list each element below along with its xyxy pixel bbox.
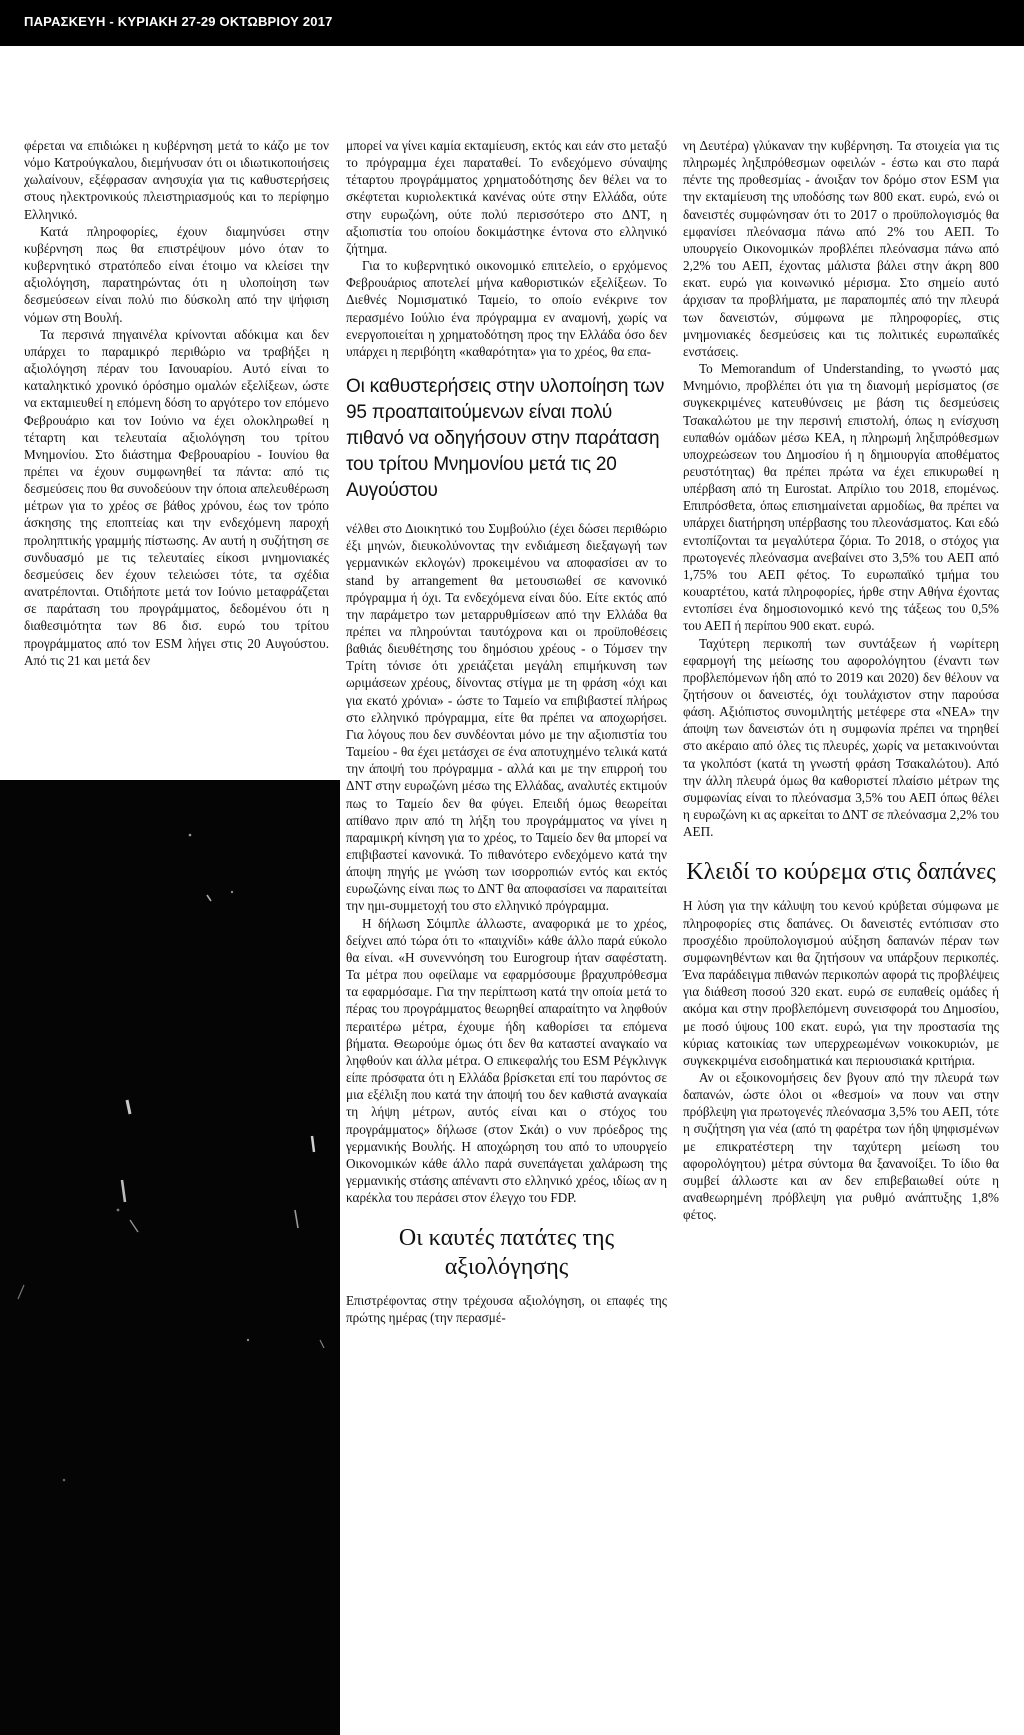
subheading-spending-cuts: Κλειδί το κούρεμα στις δαπάνες: [686, 859, 996, 886]
pull-quote: Οι καθυστερήσεις στην υλοποίηση των 95 προαπαιτούμενων είναι πολύ πιθανό να οδηγήσουν στην παράταση του τρίτου Μνημονίου μετά τις 20 Αυγούστου: [346, 376, 665, 502]
middle-end-paragraph-1: Επιστρέφοντας στην τρέχουσα αξιολόγηση, οι επαφές της πρώτης ημέρας (την περασμέ-: [346, 1293, 667, 1326]
middle-bottom-paragraph-2: Η δήλωση Σόιμπλε άλλωστε, αναφορικά με το χρέος, δείχνει από τώρα ότι το «παιχνίδι» κάθε άλλο παρά εύκολο θα είναι. «Η συνεννόηση του Eurogroup ήταν σαφέστατη. Τα μέτρα που οφείλαμε να εφαρμόσουμε βραχυπρόθεσμα τα εφαρμόσαμε. Για την περίπτωση κατά την οποία μετά το πέρας του προγράμματος θεωρηθεί απαραίτητο να ληφθούν περαιτέρω μέτρα, έχουμε ήδη καθορίσει τα επόμενα βήματα. Θεωρούμε όμως ότι δεν θα καταστεί αναγκαίο να ληφθούν και άλλα μέτρα. Ο επικεφαλής του ESM Ρέγκλινγκ είπε πρόσφατα ότι η Ελλάδα βρίσκεται επί του παρόντος σε μια εξέλιξη που κατά την άποψή του δεν καθιστά αναγκαία τη λήψη μέτρων, αυτός είναι και ο στόχος του προγράμματος» δήλωσε (στον Σκάι) ο νυν πρόεδρος της γερμανικής Βουλής. Η αποχώρηση του από το υπουργείο Οικονομικών κάθε άλλο παρά συνεπάγεται χαλάρωση της γερμανικής στάσης απέναντι στο ελληνικό χρέος, ιδίως αν η καρέκλα του περάσει στον έλεγχο του FDP.: [346, 915, 667, 1206]
middle-column-bottom: [346, 520, 667, 1206]
right-bottom-paragraph-1: Η λύση για την κάλυψη του κενού κρύβεται σύμφωνα με πληροφορίες στις δαπάνες. Οι δανειστές εντόπισαν στο προσχέδιο προϋπολογισμού αύξηση δαπανών πέραν των συμφωνηθέντων και θα ζητήσουν να υπάρξουν περικοπές. Ένα παράδειγμα πιθανών περικοπών αφορά τις προβλέψεις για διάθεση ποσού 320 εκατ. ευρώ σε ευπαθείς ομάδες ή ακόμα και στην προβλεπόμενη συνεισφορά του Δημοσίου, με ποσό ύψους 100 εκατ. ευρώ, για την προστασία της κύριας κατοικίας των υπερχρεωμένων νοικοκυριών, με συγκεκριμένα εισοδηματικά και περιουσιακά κριτήρια.: [683, 898, 999, 1068]
middle-top-paragraph-2: Για το κυβερνητικό οικονομικό επιτελείο, ο ερχόμενος Φεβρουάριος αποτελεί μήνα καθοριστικών εξελίξεων. Το Διεθνές Νομισματικό Ταμείο, το οποίο ενέκρινε τον περασμένο Ιούλιο ένα πρόγραμμα εν αναμονή, χωρίς να ενεργοποιείται η χρηματοδότηση προς την Ελλάδα όσο δεν υπάρχει η περιβόητη «καθαρότητα» για το χρέος, θα επα-: [346, 258, 667, 359]
right-column-bottom: [683, 897, 999, 1223]
middle-column-top: [346, 137, 667, 360]
middle-column-end: [346, 1292, 667, 1326]
subheading-hot-potatoes: Οι καυτές πατάτες της αξιολόγησης: [398, 1225, 615, 1281]
left-column-paragraph-2: Κατά πληροφορίες, έχουν διαμηνύσει στην κυβέρνηση πως θα επιστρέψουν μόνο όταν το κυβερνητικό στρατόπεδο είναι έτοιμο να κλείσει την αξιολόγηση, παρατηρώντας ότι η υλοποίηση των δεσμεύσεων είναι πολύ πιο δύσκολη από την ψήφιση νόμων στη Βουλή.: [24, 223, 329, 325]
dateline-bar: [0, 0, 1024, 46]
dark-photo: [0, 780, 340, 1735]
right-bottom-paragraph-2: Αν οι εξοικονομήσεις δεν βγουν από την πλευρά των δαπανών, ώστε όλοι οι «θεσμοί» να πουν ναι στην πρόβλεψη για πρωτογενές πλεόνασμα 3,5% του ΑΕΠ, τότε η συζήτηση για νέα (από τη φαρέτρα των ήδη ψηφισμένων με επικρατέστερη την ταχύτερη μείωση του αφορολόγητου) μέτρα σύντομα θα ξανανοίξει. Το ίδιο θα συμβεί άλλωστε και αν δεν επιβεβαιωθεί ούτε η αναθεωρημένη πρόβλεψη για ρυθμό ανάπτυξης 1,8% φέτος.: [683, 1069, 999, 1223]
left-column-paragraph-1: φέρεται να επιδιώκει η κυβέρνηση μετά το κάζο με τον νόμο Κατρούγκαλου, διεμήνυσαν ότι οι ιδιωτικοποιήσεις χωλαίνουν, εξέφρασαν ανησυχία για τις καθυστερήσεις στους ηλεκτρονικούς πλειστηριασμούς και το περίφημο Ελληνικό.: [24, 138, 329, 222]
middle-top-paragraph-1: μπορεί να γίνει καμία εκταμίευση, εκτός και εάν στο μεταξύ το πρόγραμμα έχει παραταθεί. Το ενδεχόμενο σύναψης τέταρτου προγράμματος χρηματοδότησης δεν θέλει να το σκέφτεται κυριολεκτικά κανένας ούτε στην Ελλάδα, ούτε στην ευρωζώνη, ούτε πολύ περισσότερο στο ΔΝΤ, η αξιοπιστία του οποίου δοκιμάστηκε έντονα στο ελληνικό ζήτημα.: [346, 138, 667, 256]
article-column-left: [24, 137, 329, 669]
right-column-top: [683, 137, 999, 840]
dateline: ΠΑΡΑΣΚΕΥΗ - ΚΥΡΙΑΚΗ 27-29 ΟΚΤΩΒΡΙΟΥ 2017: [24, 14, 333, 29]
right-top-paragraph-1: νη Δευτέρα) γλύκαναν την κυβέρνηση. Τα στοιχεία για τις πληρωμές ληξιπρόθεσμων οφειλών - έστω και στο παρά πέντε της προθεσμίας - άνοιξαν τον δρόμο στον ESM για την εκταμίευση της υποδόσης των 800 εκατ. ευρώ, ενώ οι δανειστές συμφώνησαν ότι το 2017 ο προϋπολογισμός θα εμφανίσει πλεόνασμα πάνω από 2% του ΑΕΠ. Το υπουργείο Οικονομικών προβλέπει πλεόνασμα πάνω από 2,2% του ΑΕΠ, έχοντας μάλιστα βάλει στην άκρη 800 εκατ. ευρώ για κοινωνικό μέρισμα. Στο σημείο αυτό άρχισαν τα προβλήματα, με παραπομπές από την πλευρά των δανειστών, σύμφωνα με πληροφορίες, στις μνημονιακές δεσμεύσεις και τις πολιτικές ευρωπαϊκές ενστάσεις.: [683, 138, 999, 359]
right-top-paragraph-2: Το Memorandum of Understanding, το γνωστό μας Μνημόνιο, προβλέπει ότι για τη διανομή μερίσματος (σε συγκεκριμένες κατευθύνσεις με βάση τις δεσμεύσεις Τσακαλώτου με την περσινή επιστολή, όπως η ενίσχυση ευπαθών ομάδων μέσω ΚΕΑ, η πληρωμή ληξιπρόθεσμων υποχρεώσεων του Δημοσίου ή η δημιουργία αποθέματος ρευστότητας) θα πρέπει πρώτα να έχει επικυρωθεί η υπέρβαση από τη Eurostat. Απρίλιο του 2018, επομένως. Επιπρόσθετα, όπως επισημαίνεται αρμοδίως, θα πρέπει να υπάρχει διατήρηση υπέρβασης του πλεονάσματος. Και εδώ εντοπίζονται τα μεγαλύτερα ζόρια. Το 2018, ο στόχος για πρωτογενές πλεόνασμα ανεβαίνει στο 3,5% του ΑΕΠ από 1,75% του ΑΕΠ φέτος. Το ευρωπαϊκό τμήμα του κουαρτέτου, κατά πληροφορίες, ήρθε στην Αθήνα έχοντας εντοπίσει ένα δημοσιονομικό κενό της τάξεως του 0,5% του ΑΕΠ ή περίπου 900 εκατ. ευρώ.: [683, 361, 999, 634]
article-column-right: [683, 137, 999, 1223]
dark-photo-icon: [0, 780, 340, 1735]
article-column-middle: [346, 137, 667, 1327]
middle-bottom-paragraph-1: νέλθει στο Διοικητικό του Συμβούλιο (έχει δώσει περιθώριο έξι μηνών, διευκολύνοντας την ενδιάμεση διεξαγωγή των γερμανικών εκλογών) προκειμένου να αποφασίσει αν το stand by arrangement θα μετουσιωθεί σε κανονικό πρόγραμμα ή όχι. Τα ενδεχόμενα είναι δύο. Είτε εκτός από την παράμετρο των μεταρρυθμίσεων από την Ελλάδα θα πρέπει να πληρούνται ταυτόχρονα και οι προϋποθέσεις βαθιάς διευθέτησης του δημόσιου χρέους - ο Τόμσεν την Τρίτη τόνισε ότι χρειάζεται μεγάλη επιμήκυνση των ωριμάσεων χρέους, δίνοντας στίγμα με τη φράση «όχι και για εκατό χρόνια» - ώστε το Ταμείο να επιβιβαστεί πλήρως στο ελληνικό πρόγραμμα, είτε θα πρέπει να αποχωρήσει. Για λόγους που δεν συνδέονται μόνο με την αξιοπιστία του Ταμείου - θα έχει μετάσχει σε ένα αποτυχημένο τελικά κατά την άποψή του πρόγραμμα - αλλά και με την επιρροή του ΔΝΤ στην ευρωζώνη μέσω της Ελλάδας, αναλυτές εκτιμούν πως το Ταμείο δεν θα φύγει. Επειδή όμως θεωρείται απίθανο πριν από τη λήξη του προγράμματος να γίνει η παραμικρή κίνηση για το χρέος, το Ταμείο δεν θα μπορεί να επιβιβαστεί κανονικά. Το πιθανότερο ενδεχόμενο κατά την άποψη πηγής με γνώση των ισορροπιών εντός και εκτός ευρωζώνης είναι πως το ΔΝΤ θα αποφασίσει να παραιτείται την ημι-συμμετοχή του στο ελληνικό πρόγραμμα.: [346, 521, 667, 914]
right-top-paragraph-3: Ταχύτερη περικοπή των συντάξεων ή νωρίτερη εφαρμογή της μείωσης του αφορολόγητου (έναντι των προβλεπόμενων ήδη από το 2019 και 2020) δεν θέλουν να ζητήσουν οι δανειστές, όχι τουλάχιστον στην παρούσα φάση. Αξιόπιστος συνομιλητής μετέφερε στα «ΝΕΑ» την άποψη των δανειστών ότι η συμφωνία πρέπει να τηρηθεί στο ακέραιο από όλες τις πλευρές, χωρίς να μετακινούνται τα γκολπόστ (κατά τη γνωστή φράση Τσακαλώτου). Από την άλλη πλευρά όμως θα καθοριστεί πλαίσιο μέτρων της συμφωνίας είναι το πλεόνασμα 3,5% του ΑΕΠ όπως θέλει η ευρωζώνη κι ας αρκείται το ΔΝΤ σε πλεόνασμα 2,2% του ΑΕΠ.: [683, 635, 999, 840]
left-column-paragraph-3: Τα περσινά πηγαινέλα κρίνονται αδόκιμα και δεν υπάρχει το παραμικρό περιθώριο να τραβήξει η αξιολόγηση πέραν του Ιανουαρίου. Αυτό είναι το καταληκτικό χρονικό όρόσημο ομαλών εξελίξεων, ώστε να εκταμιευθεί η επόμενη δόση το αργότερο τον επόμενο Φεβρουάριο και τον Ιούνιο να έχει ολοκληρωθεί η τέταρτη και τελευταία αξιολόγηση του τρίτου Μνημονίου. Στο διάστημα Φεβρουαρίου - Ιουνίου θα πρέπει να έχουν συμφωνηθεί τα πάντα: από τις δεσμεύσεις που θα συνοδεύουν την όποια απελευθέρωση μέτρων για το χρέος σε βάθος χρόνου, έως τον τρόπο άσκησης της εποπτείας και την ενδεχόμενη παροχή προληπτικής γραμμής πίστωσης. Αν αυτή η συζήτηση σε συνδυασμό με τις τελευταίες είκοσι μνημονιακές δεσμεύσεις δεν έχουν τελειώσει τότε, τα σχέδια ανατρέπονται. Οτιδήποτε μετά τον Ιούνιο μεταφράζεται σε παράταση του προγράμματος, δεδομένου ότι η διαθεσιμότητα των 86 δισ. ευρώ του τρίτου προγράμματος από τον ESM λήγει στις 20 Αυγούστου. Από τις 21 και μετά δεν: [24, 326, 329, 668]
